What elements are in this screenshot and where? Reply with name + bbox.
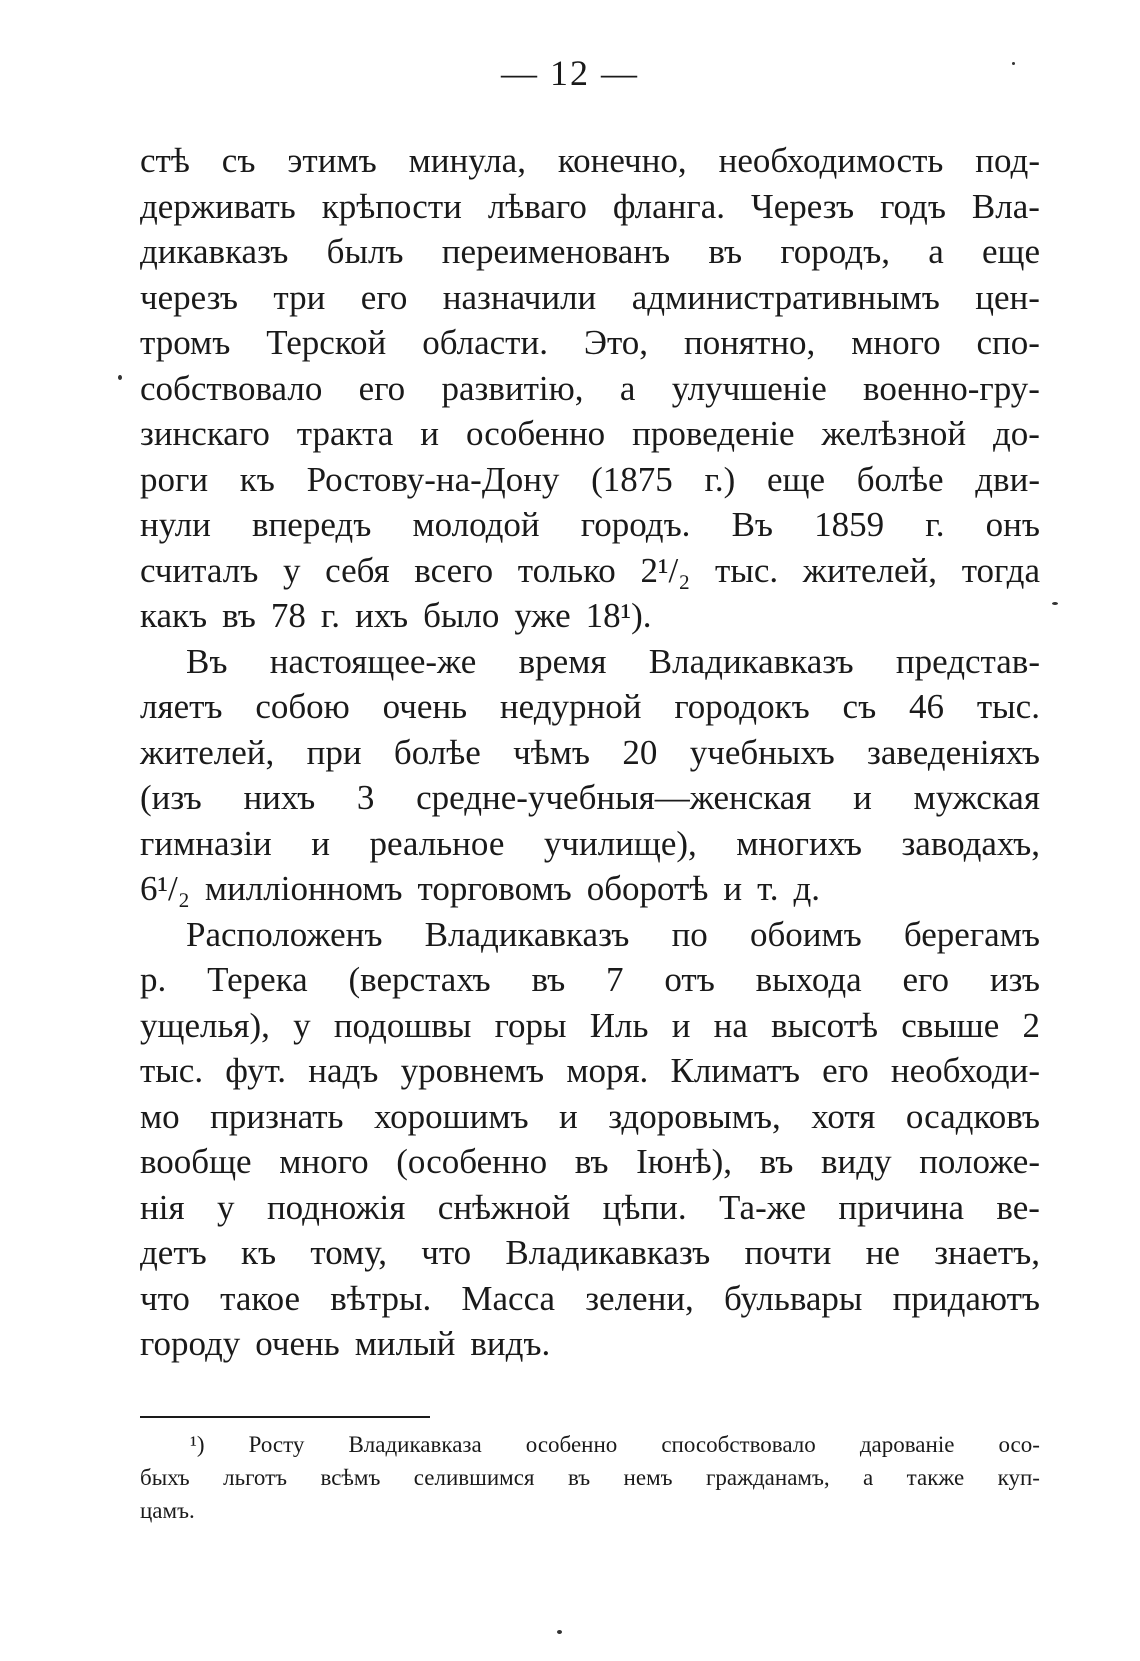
footnote-line: быхъ льготъ всѣмъ селившимся въ немъ гражданамъ, а также куп-: [140, 1465, 1040, 1490]
text-line: стѣ съ этимъ минула, конечно, необходимость под-: [140, 141, 1040, 180]
page-number: — 12 —: [501, 53, 639, 93]
text-line: городу очень милый видъ.: [140, 1324, 551, 1363]
text-line: тыс. фут. надъ уровнемъ моря. Климатъ его необходи-: [140, 1051, 1040, 1090]
body-text: [140, 138, 1040, 1367]
text-line: р. Терека (верстахъ въ 7 отъ выхода его изъ: [140, 960, 1040, 999]
text-line: мо признать хорошимъ и здоровымъ, хотя осадковъ: [140, 1096, 1040, 1136]
text-line: нія у подножія снѣжной цѣпи. Та-же причина ве-: [140, 1187, 1040, 1227]
print-speck: [557, 1630, 562, 1634]
text-line: (изъ нихъ 3 средне-учебныя—женская и мужская: [140, 778, 1040, 817]
text-line: считалъ у себя всего только 2¹/₂ тыс. жителей, тогда: [140, 550, 1040, 590]
text-line: какъ въ 78 г. ихъ было уже 18¹).: [140, 596, 652, 635]
text-line: 6¹/₂ милліонномъ торговомъ оборотѣ и т. д.: [140, 869, 821, 908]
text-line: тромъ Терской области. Это, понятно, много спо-: [140, 323, 1040, 362]
text-line: нули впередъ молодой городъ. Въ 1859 г. онъ: [140, 505, 1040, 544]
print-speck: [1052, 602, 1058, 605]
footnote-line: ¹) Росту Владикавказа особенно способствовало дарованіе осо-: [190, 1432, 1040, 1457]
text-line: Въ настоящее-же время Владикавказъ представ-: [186, 641, 1040, 681]
text-line: ляетъ собою очень недурной городокъ съ 46 тыс.: [140, 687, 1040, 726]
print-speck: [118, 375, 122, 380]
text-line: собствовало его развитію, а улучшеніе военно-гру-: [140, 368, 1040, 408]
text-line: гимназіи и реальное училище), многихъ заводахъ,: [140, 823, 1040, 863]
text-line: жителей, при болѣе чѣмъ 20 учебныхъ заведеніяхъ: [140, 732, 1040, 772]
footnote-line: цамъ.: [140, 1498, 195, 1523]
text-line: роги къ Ростову-на-Дону (1875 г.) еще болѣе дви-: [140, 459, 1040, 499]
footnote: [140, 1428, 1040, 1527]
print-speck: [1012, 62, 1015, 65]
text-line: Расположенъ Владикавказъ по обоимъ берегамъ: [186, 914, 1040, 954]
text-line: детъ къ тому, что Владикавказъ почти не знаетъ,: [140, 1233, 1040, 1272]
text-line: черезъ три его назначили административнымъ цен-: [140, 277, 1040, 317]
text-line: ущелья), у подошвы горы Иль и на высотѣ свыше 2: [140, 1005, 1040, 1045]
footnote-separator: [140, 1416, 430, 1418]
text-line: вообще много (особенно въ Іюнѣ), въ виду положе-: [140, 1142, 1040, 1181]
text-line: держивать крѣпости лѣваго фланга. Черезъ годъ Вла-: [140, 186, 1040, 226]
text-line: дикавказъ былъ переименованъ въ городъ, а еще: [140, 232, 1040, 271]
text-line: что такое вѣтры. Масса зелени, бульвары придаютъ: [140, 1278, 1040, 1318]
text-line: зинскаго тракта и особенно проведеніе желѣзной до-: [140, 414, 1040, 453]
